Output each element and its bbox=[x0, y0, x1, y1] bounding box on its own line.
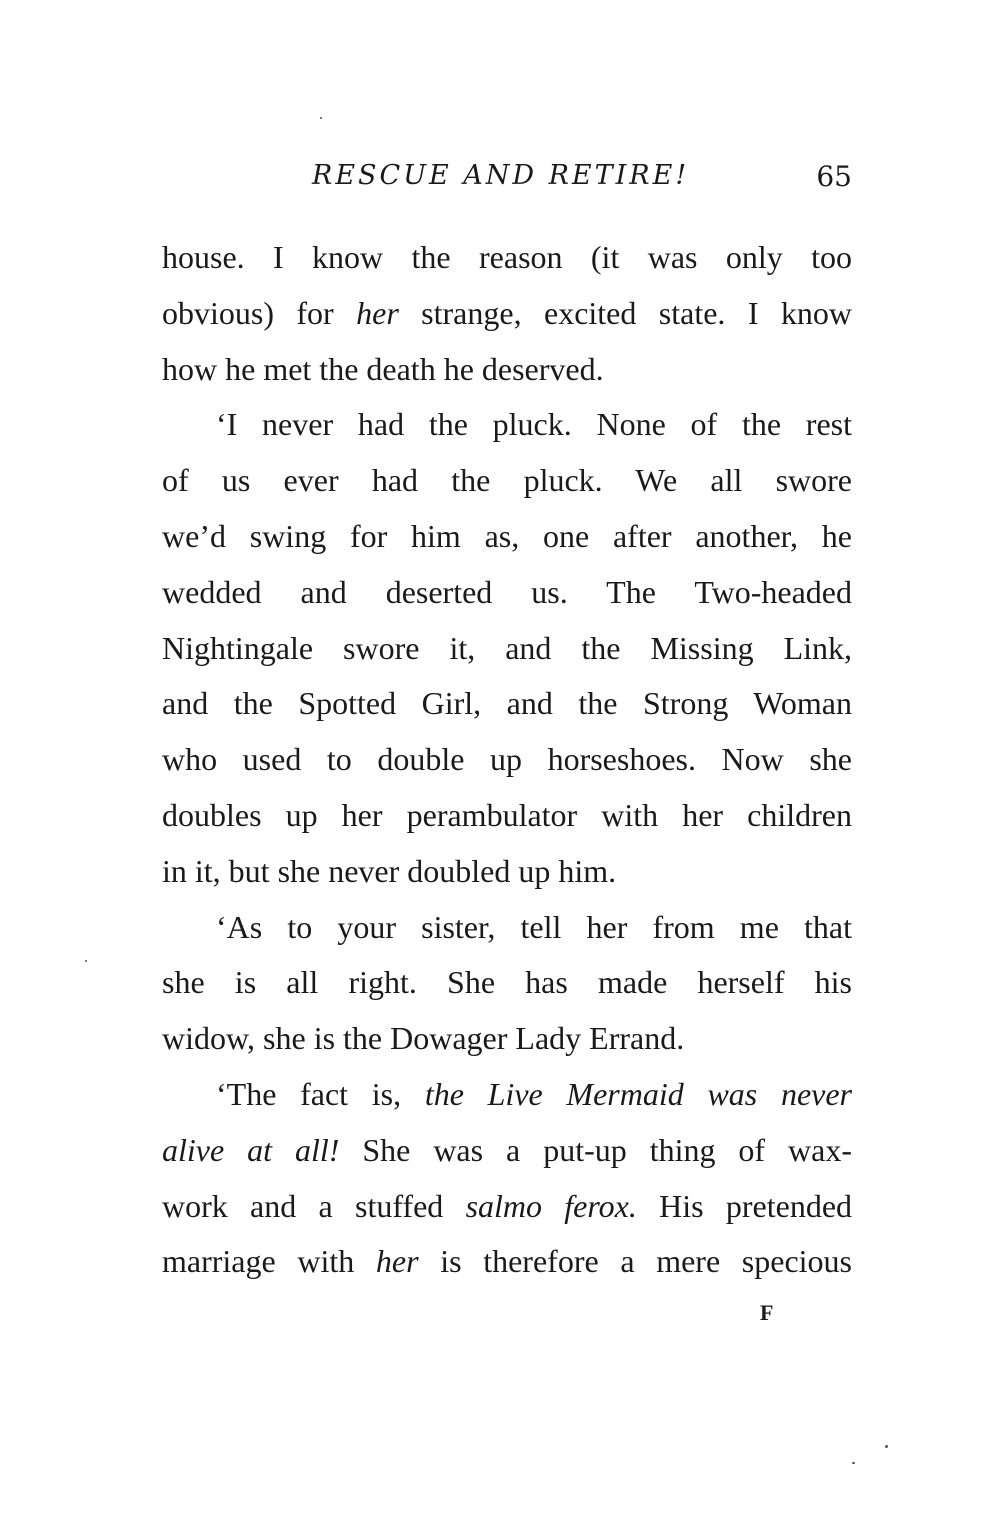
scan-speck bbox=[885, 1445, 888, 1448]
page-header bbox=[162, 160, 852, 200]
text-line: Nightingale swore it, and the Missing Link, bbox=[162, 629, 852, 666]
text-line: ‘The fact is, the Live Mermaid was never bbox=[216, 1075, 853, 1112]
text-line: she is all right. She has made herself his bbox=[162, 964, 852, 1001]
scan-speck bbox=[85, 960, 87, 962]
text-line: widow, she is the Dowager Lady Errand. bbox=[162, 1020, 685, 1057]
text-line: ‘As to your sister, tell her from me that bbox=[216, 908, 852, 945]
text-line: alive at all! She was a put-up thing of wax- bbox=[162, 1131, 853, 1168]
text-line: marriage with her is therefore a mere specious bbox=[162, 1243, 853, 1280]
text-line: work and a stuffed salmo ferox. His pretended bbox=[162, 1187, 853, 1224]
text-line: obvious) for her strange, excited state. I know bbox=[162, 294, 853, 331]
text-line: wedded and deserted us. The Two-headed bbox=[162, 573, 852, 610]
scan-speck bbox=[852, 1462, 855, 1464]
running-title: RESCUE AND RETIRE! bbox=[312, 160, 690, 191]
scan-speck bbox=[320, 117, 322, 119]
text-line: in it, but she never doubled up him. bbox=[162, 852, 617, 889]
text-line: who used to double up horseshoes. Now she bbox=[162, 741, 852, 778]
text-line: house. I know the reason (it was only too bbox=[162, 239, 852, 275]
signature-mark: F bbox=[760, 1300, 774, 1325]
body-text bbox=[162, 230, 852, 1290]
text-line: and the Spotted Girl, and the Strong Woman bbox=[162, 685, 852, 722]
text-line: ‘I never had the pluck. None of the rest bbox=[216, 406, 852, 443]
text-line: we’d swing for him as, one after another, he bbox=[162, 517, 852, 554]
text-line: doubles up her perambulator with her children bbox=[162, 796, 852, 833]
page-number: 65 bbox=[816, 160, 852, 193]
text-line: of us ever had the pluck. We all swore bbox=[162, 462, 852, 499]
text-line: how he met the death he deserved. bbox=[162, 350, 604, 387]
